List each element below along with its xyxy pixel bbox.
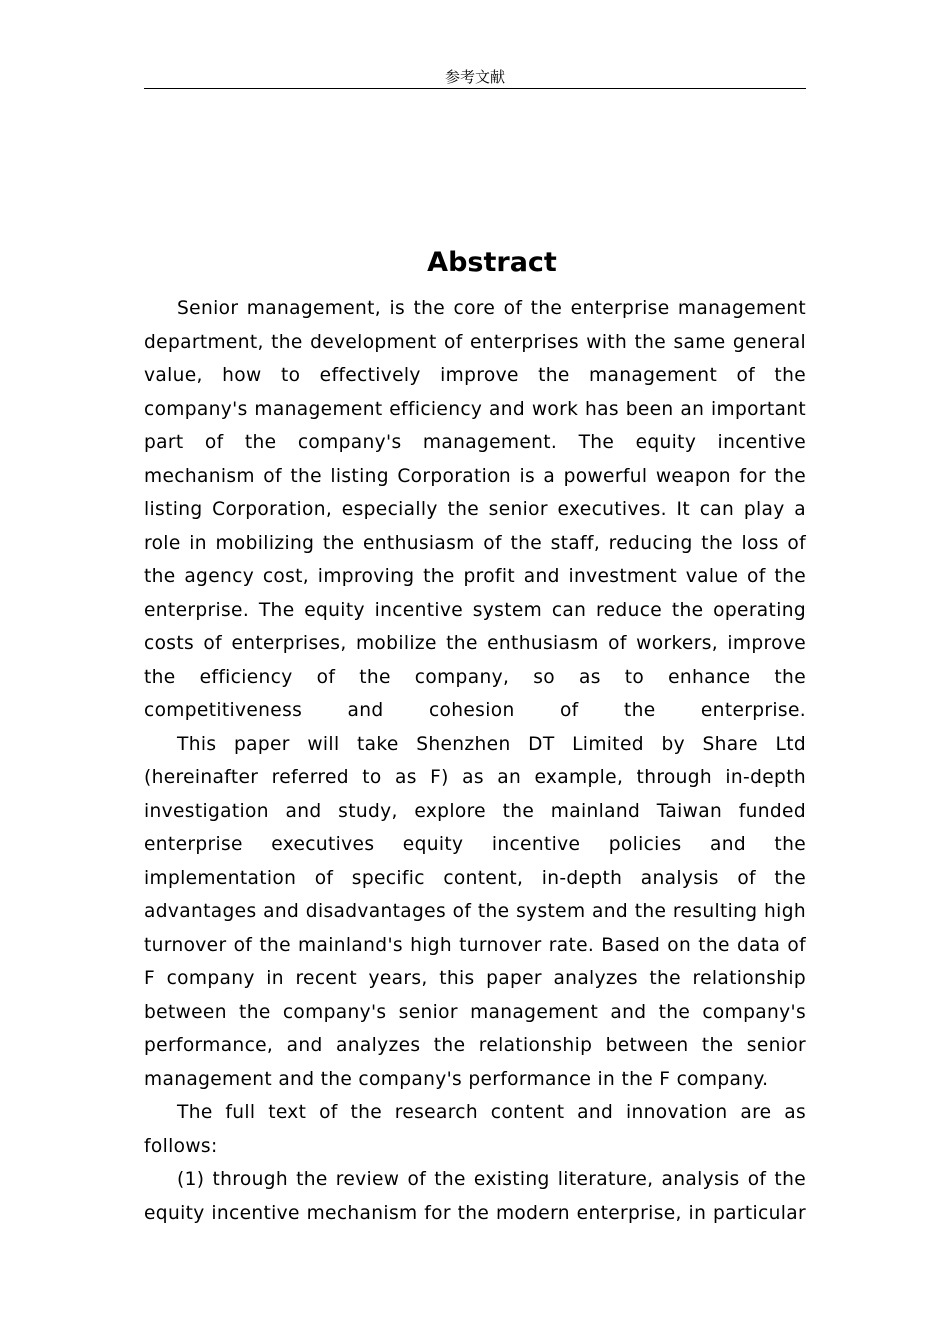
header-text: 参考文献 [444,68,505,86]
abstract-paragraph-3: The full text of the research content and innovation are as follows: [144,1102,806,1157]
abstract-paragraph-1: Senior management, is the core of the enterprise management department, the development of enterprises with the same general value, how to effectively improve the management of the company's management efficiency and work has been an important part of the company's management. The equity incentive mechanism of the listing Corporation is a powerful weapon for the listing Corporation, especially the senior executives. It can play a role in mobilizing the enthusiasm of the staff, reducing the loss of the agency cost, improving the profit and investment value of the enterprise. The equity incentive system can reduce the operating costs of enterprises, mobilize the enthusiasm of workers, improve the efficiency of the company, so as to enhance the competitiveness and cohesion of the enterprise. [144,298,806,721]
abstract-title: Abstract [427,247,557,278]
page-header [144,66,806,89]
abstract-paragraph-2: This paper will take Shenzhen DT Limited by Share Ltd (hereinafter referred to as F) as an example, through in-depth investigation and study, explore the mainland Taiwan funded enterprise executives equity incentive policies and the implementation of specific content, in-depth analysis of the advantages and disadvantages of the system and the resulting high turnover of the mainland's high turnover rate. Based on the data of F company in recent years, this paper analyzes the relationship between the company's senior management and the company's performance, and analyzes the relationship between the senior management and the company's performance in the F company. [144,733,806,1090]
abstract-body [144,292,806,1230]
abstract-paragraph-4: (1) through the review of the existing literature, analysis of the equity incentive mechanism for the modern enterprise, in particular [144,1169,806,1224]
